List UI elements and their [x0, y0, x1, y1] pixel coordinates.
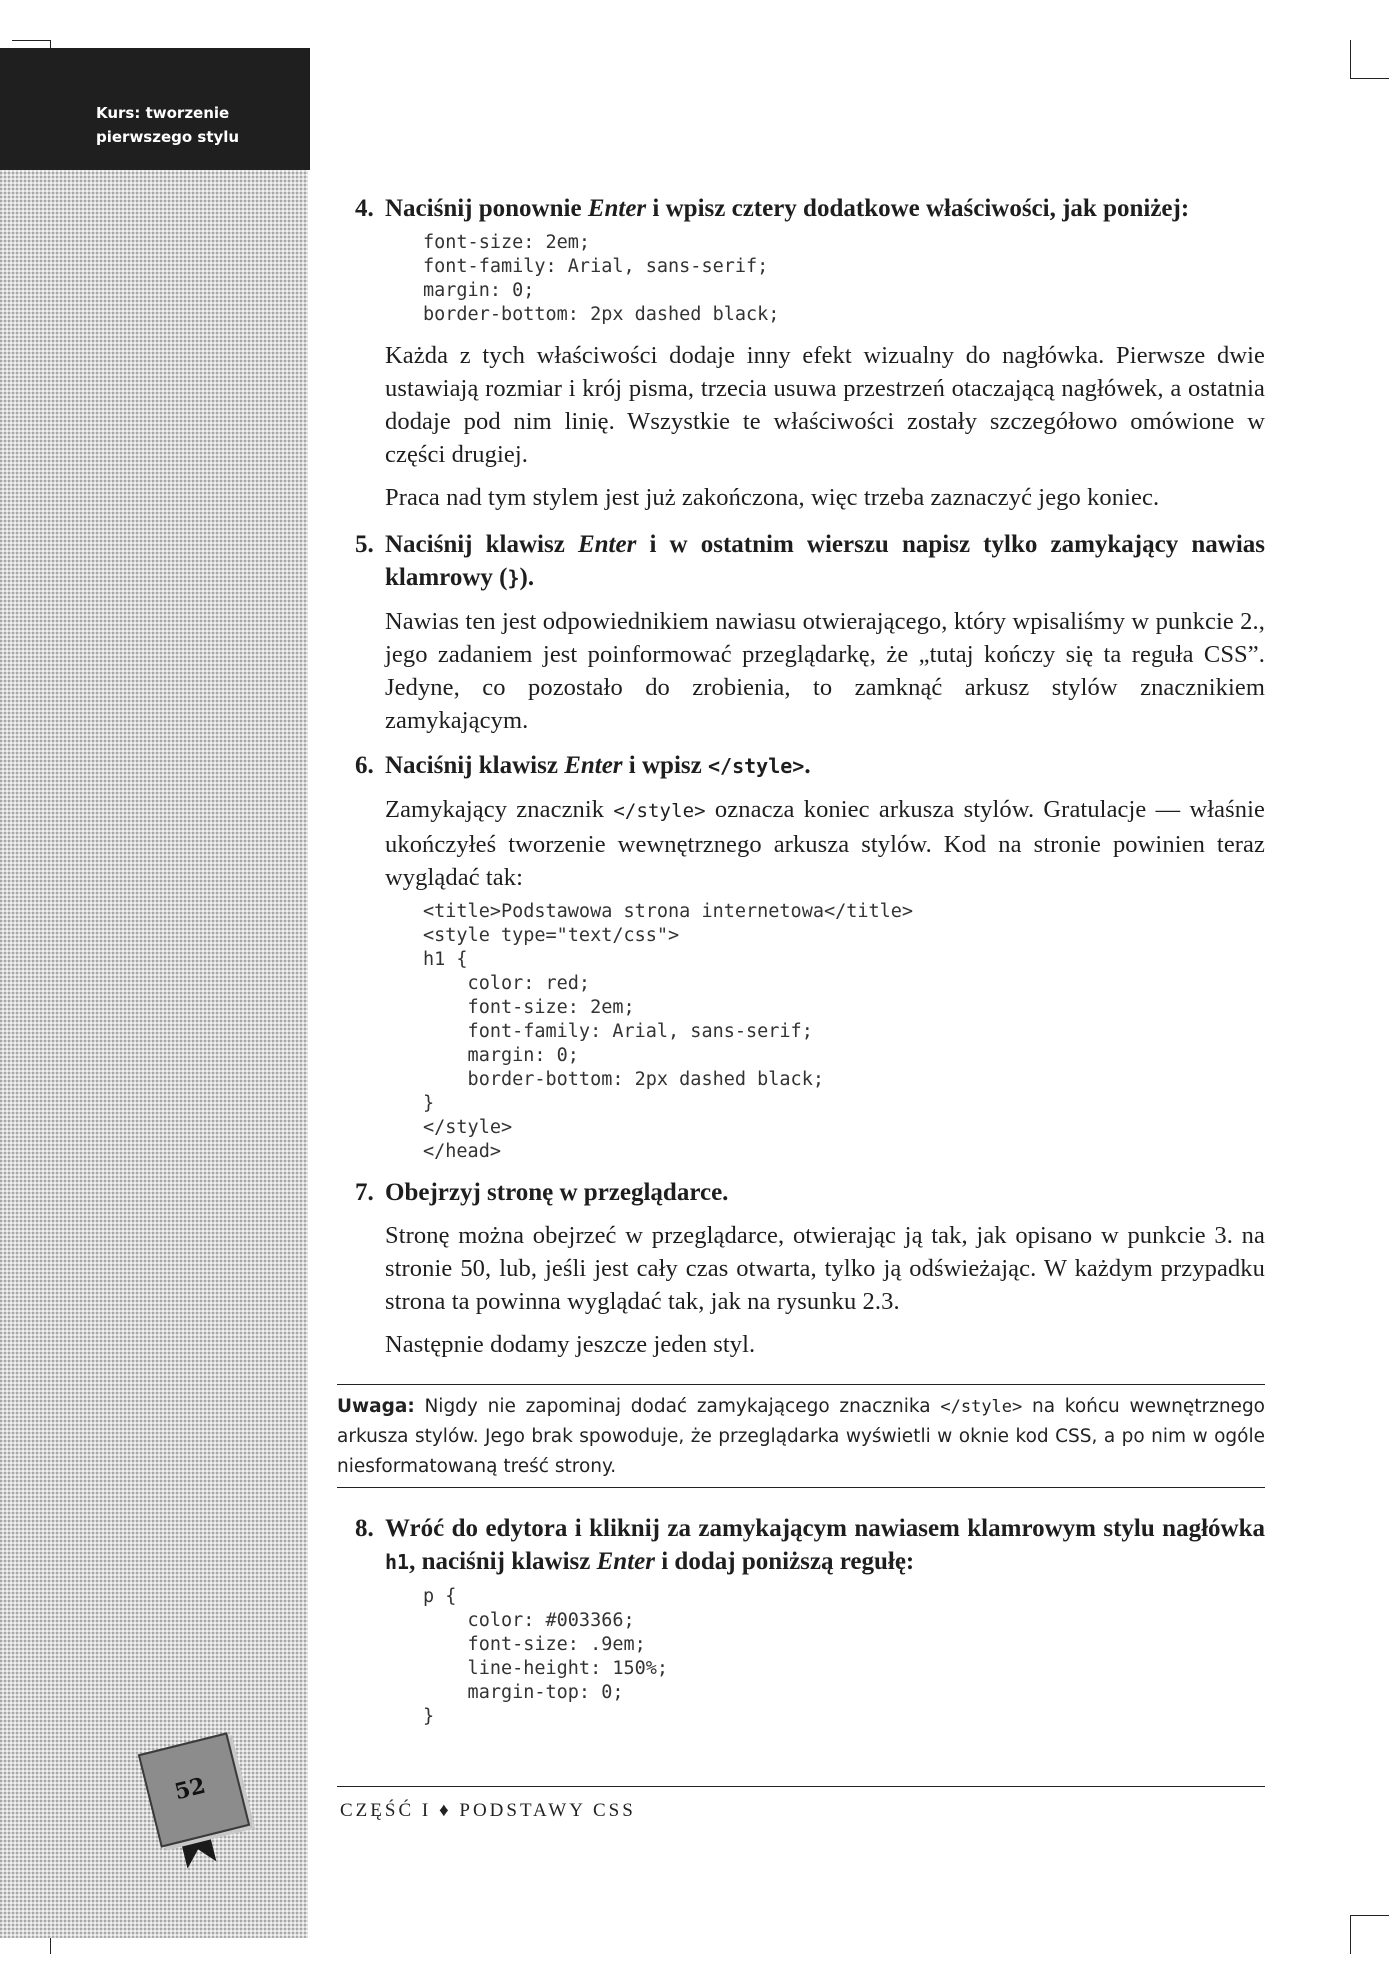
step-6	[355, 749, 1265, 783]
page-number: 52	[171, 1772, 209, 1806]
sidebar-header	[0, 48, 310, 170]
step-title: Wróć do edytora i kliknij za zamykającym nawiasem klamrowym stylu nagłówka h1, naciśnij klawisz Enter i dodaj poniższą regułę:	[385, 1515, 1265, 1575]
step-title: Naciśnij ponownie Enter i wpisz cztery dodatkowe właściwości, jak poniżej:	[385, 195, 1190, 222]
crop-mark-bottom-right	[1350, 1915, 1389, 1954]
paragraph: Zamykający znacznik </style> oznacza koniec arkusza stylów. Gratulacje — właśnie ukończyłeś tworzenie wewnętrznego arkusza stylów. Kod na stronie powinien teraz wyglądać tak:	[385, 796, 1265, 891]
step-title: Obejrzyj stronę w przeglądarce.	[385, 1179, 729, 1206]
crop-mark-top-right	[1350, 40, 1389, 79]
paragraph: Każda z tych właściwości dodaje inny efekt wizualny do nagłówka. Pierwsze dwie ustawiają rozmiar i krój pisma, trzecia usuwa przestrzeń otaczającą nagłówek, a ostatnia dodaje pod nim linię. Wszystkie te właściwości zostały szczegółowo omówione w części drugiej.	[385, 342, 1265, 468]
step-number: 7.	[355, 1179, 374, 1206]
step-number: 8.	[355, 1515, 374, 1542]
step-title: Naciśnij klawisz Enter i w ostatnim wierszu napisz tylko zamykający nawias klamrowy (}).	[385, 531, 1265, 591]
step-number: 6.	[355, 752, 374, 779]
paragraph: Praca nad tym stylem jest już zakończona, więc trzeba zaznaczyć jego koniec.	[385, 484, 1160, 511]
footer-divider	[337, 1786, 1265, 1787]
sidebar-pattern	[0, 48, 308, 1938]
step-number: 5.	[355, 531, 374, 558]
code-block: p { color: #003366; font-size: .9em; line-height: 150%; margin-top: 0; }	[423, 1586, 669, 1727]
paragraph: Nawias ten jest odpowiednikiem nawiasu otwierającego, który wpisaliśmy w punkcie 2., jego zadaniem jest poinformować przeglądarkę, że „tutaj kończy się ta reguła CSS”. Jedyne, co pozostało do zrobienia, to zamknąć arkusz stylów znacznikiem zamykającym.	[385, 608, 1265, 734]
sidebar-header-line1: Kurs: tworzenie	[96, 104, 230, 122]
step-number: 4.	[355, 195, 374, 222]
sidebar-header-line2: pierwszego stylu	[96, 128, 240, 146]
note-label: Uwaga:	[337, 1396, 415, 1417]
paragraph: Stronę można obejrzeć w przeglądarce, otwierając ją tak, jak opisano w punkcie 3. na stronie 50, lub, jeśli jest cały czas otwarta, tylko ją odświeżając. W każdym przypadku strona ta powinna wyglądać tak, jak na rysunku 2.3.	[385, 1222, 1265, 1315]
main-content	[355, 192, 1265, 1361]
step-7	[355, 1176, 1265, 1209]
running-footer: CZĘŚĆ I ♦ PODSTAWY CSS	[340, 1800, 636, 1821]
code-block: font-size: 2em; font-family: Arial, sans-serif; margin: 0; border-bottom: 2px dashed black;	[423, 232, 780, 325]
step-4	[355, 192, 1265, 225]
main-content-lower	[355, 1512, 1265, 1741]
step-title: Naciśnij klawisz Enter i wpisz </style>.	[385, 752, 811, 779]
paragraph: Następnie dodamy jeszcze jeden styl.	[385, 1331, 756, 1358]
note-box: Uwaga: Nigdy nie zapominaj dodać zamykającego znacznika </style> na końcu wewnętrznego arkusza stylów. Jego brak spowoduje, że przeglądarka wyświetli w oknie kod CSS, a po nim w ogóle niesformatowaną treść strony.	[337, 1384, 1265, 1488]
page-number-book-icon	[140, 1740, 250, 1870]
code-block: <title>Podstawowa strona internetowa</title> <style type="text/css"> h1 { color: red; font-size: 2em; font-family: Arial, sans-serif; margin: 0; border-bottom: 2px dashed black; } </style> </head>	[423, 901, 914, 1162]
step-5	[355, 528, 1265, 595]
step-8	[355, 1512, 1265, 1579]
